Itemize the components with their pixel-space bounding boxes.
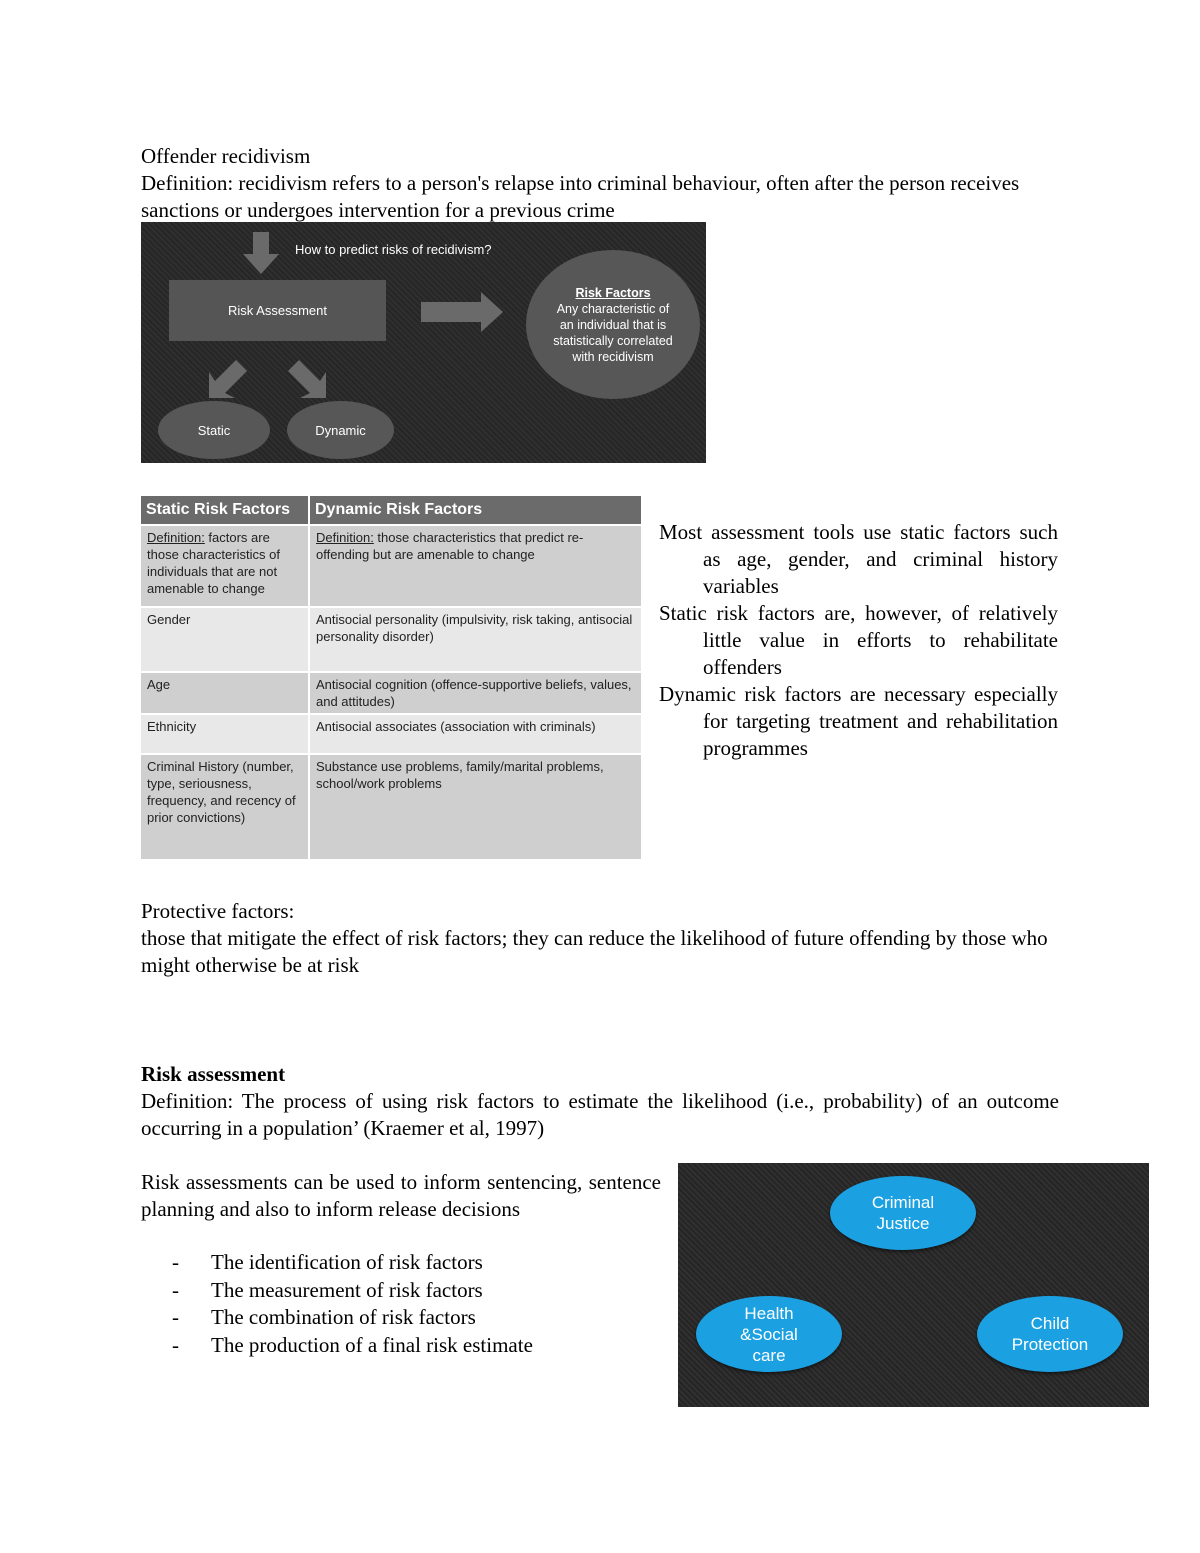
note-static-tools: Most assessment tools use static factors such as age, gender, and criminal history variables (659, 520, 1058, 598)
risk-factors-oval (526, 250, 700, 399)
protective-text: those that mitigate the effect of risk factors; they can reduce the likelihood of future offending by those who might otherwise be at risk (141, 926, 1048, 977)
note-dynamic: Dynamic risk factors are necessary especially for targeting treatment and rehabilitation programmes (659, 682, 1058, 760)
table-cell: Age (141, 672, 309, 714)
down-arrow-icon (243, 232, 279, 274)
section-title: Offender recidivism (141, 144, 311, 168)
risk-assessment-steps (172, 1249, 533, 1359)
diagram-question: How to predict risks of recidivism? (295, 242, 492, 257)
risk-assessment-uses: Risk assessments can be used to inform sentencing, sentence planning and also to inform release decisions (141, 1170, 661, 1221)
dynamic-oval: Dynamic (287, 401, 394, 459)
recidivism-diagram (141, 222, 706, 463)
table-cell: Ethnicity (141, 714, 309, 754)
table-cell: Antisocial associates (association with criminals) (309, 714, 642, 754)
dynamic-definition-text: those characteristics that predict re-offending but are amenable to change (316, 530, 584, 562)
list-item: - The measurement of risk factors (172, 1277, 483, 1302)
static-definition-text: factors are those characteristics of individuals that are not amenable to change (147, 530, 280, 596)
table-cell: Antisocial cognition (offence-supportive beliefs, values, and attitudes) (309, 672, 642, 714)
right-arrow-icon (421, 292, 503, 332)
child-protection-oval: Child Protection (977, 1296, 1123, 1372)
risk-factors-text: Any characteristic of an individual that is statistically correlated with recidivism (553, 301, 673, 364)
table-cell: Gender (141, 607, 309, 672)
definition-label: Definition: (147, 530, 205, 545)
risk-assessment-definition: Definition: The process of using risk factors to estimate the likelihood (i.e., probability) of an outcome occurring in a population’ (Kraemer et al, 1997) (141, 1089, 1059, 1140)
recidivism-definition: Definition: recidivism refers to a person's relapse into criminal behaviour, often after the person receives sanctions or undergoes intervention for a previous crime (141, 171, 1020, 222)
table-header-dynamic: Dynamic Risk Factors (309, 496, 642, 525)
note-static-value: Static risk factors are, however, of relatively little value in efforts to rehabilitate offenders (659, 601, 1058, 679)
list-item: - The combination of risk factors (172, 1305, 476, 1329)
dynamic-definition-cell (309, 525, 642, 607)
down-left-arrow-icon (209, 360, 247, 398)
table-cell: Substance use problems, family/marital problems, school/work problems (309, 754, 642, 860)
static-definition-cell (141, 525, 309, 607)
risk-assessment-box: Risk Assessment (169, 280, 386, 341)
table-cell: Antisocial personality (impulsivity, risk taking, antisocial personality disorder) (309, 607, 642, 672)
table-cell: Criminal History (number, type, seriousness, frequency, and recency of prior convictions) (141, 754, 309, 860)
risk-factors-table (141, 496, 643, 861)
table-header-static: Static Risk Factors (141, 496, 309, 525)
criminal-justice-oval: Criminal Justice (830, 1176, 976, 1250)
risk-assessment-contexts-diagram (678, 1163, 1149, 1407)
down-right-arrow-icon (288, 360, 326, 398)
static-oval: Static (158, 401, 270, 459)
risk-assessment-heading: Risk assessment (141, 1062, 286, 1086)
list-item: - The identification of risk factors (172, 1250, 483, 1274)
health-social-care-oval: Health &Social care (696, 1296, 842, 1372)
definition-label: Definition: (316, 530, 374, 545)
protective-title: Protective factors: (141, 899, 295, 923)
list-item: - The production of a final risk estimate (172, 1332, 533, 1357)
risk-factors-title: Risk Factors (575, 285, 651, 300)
